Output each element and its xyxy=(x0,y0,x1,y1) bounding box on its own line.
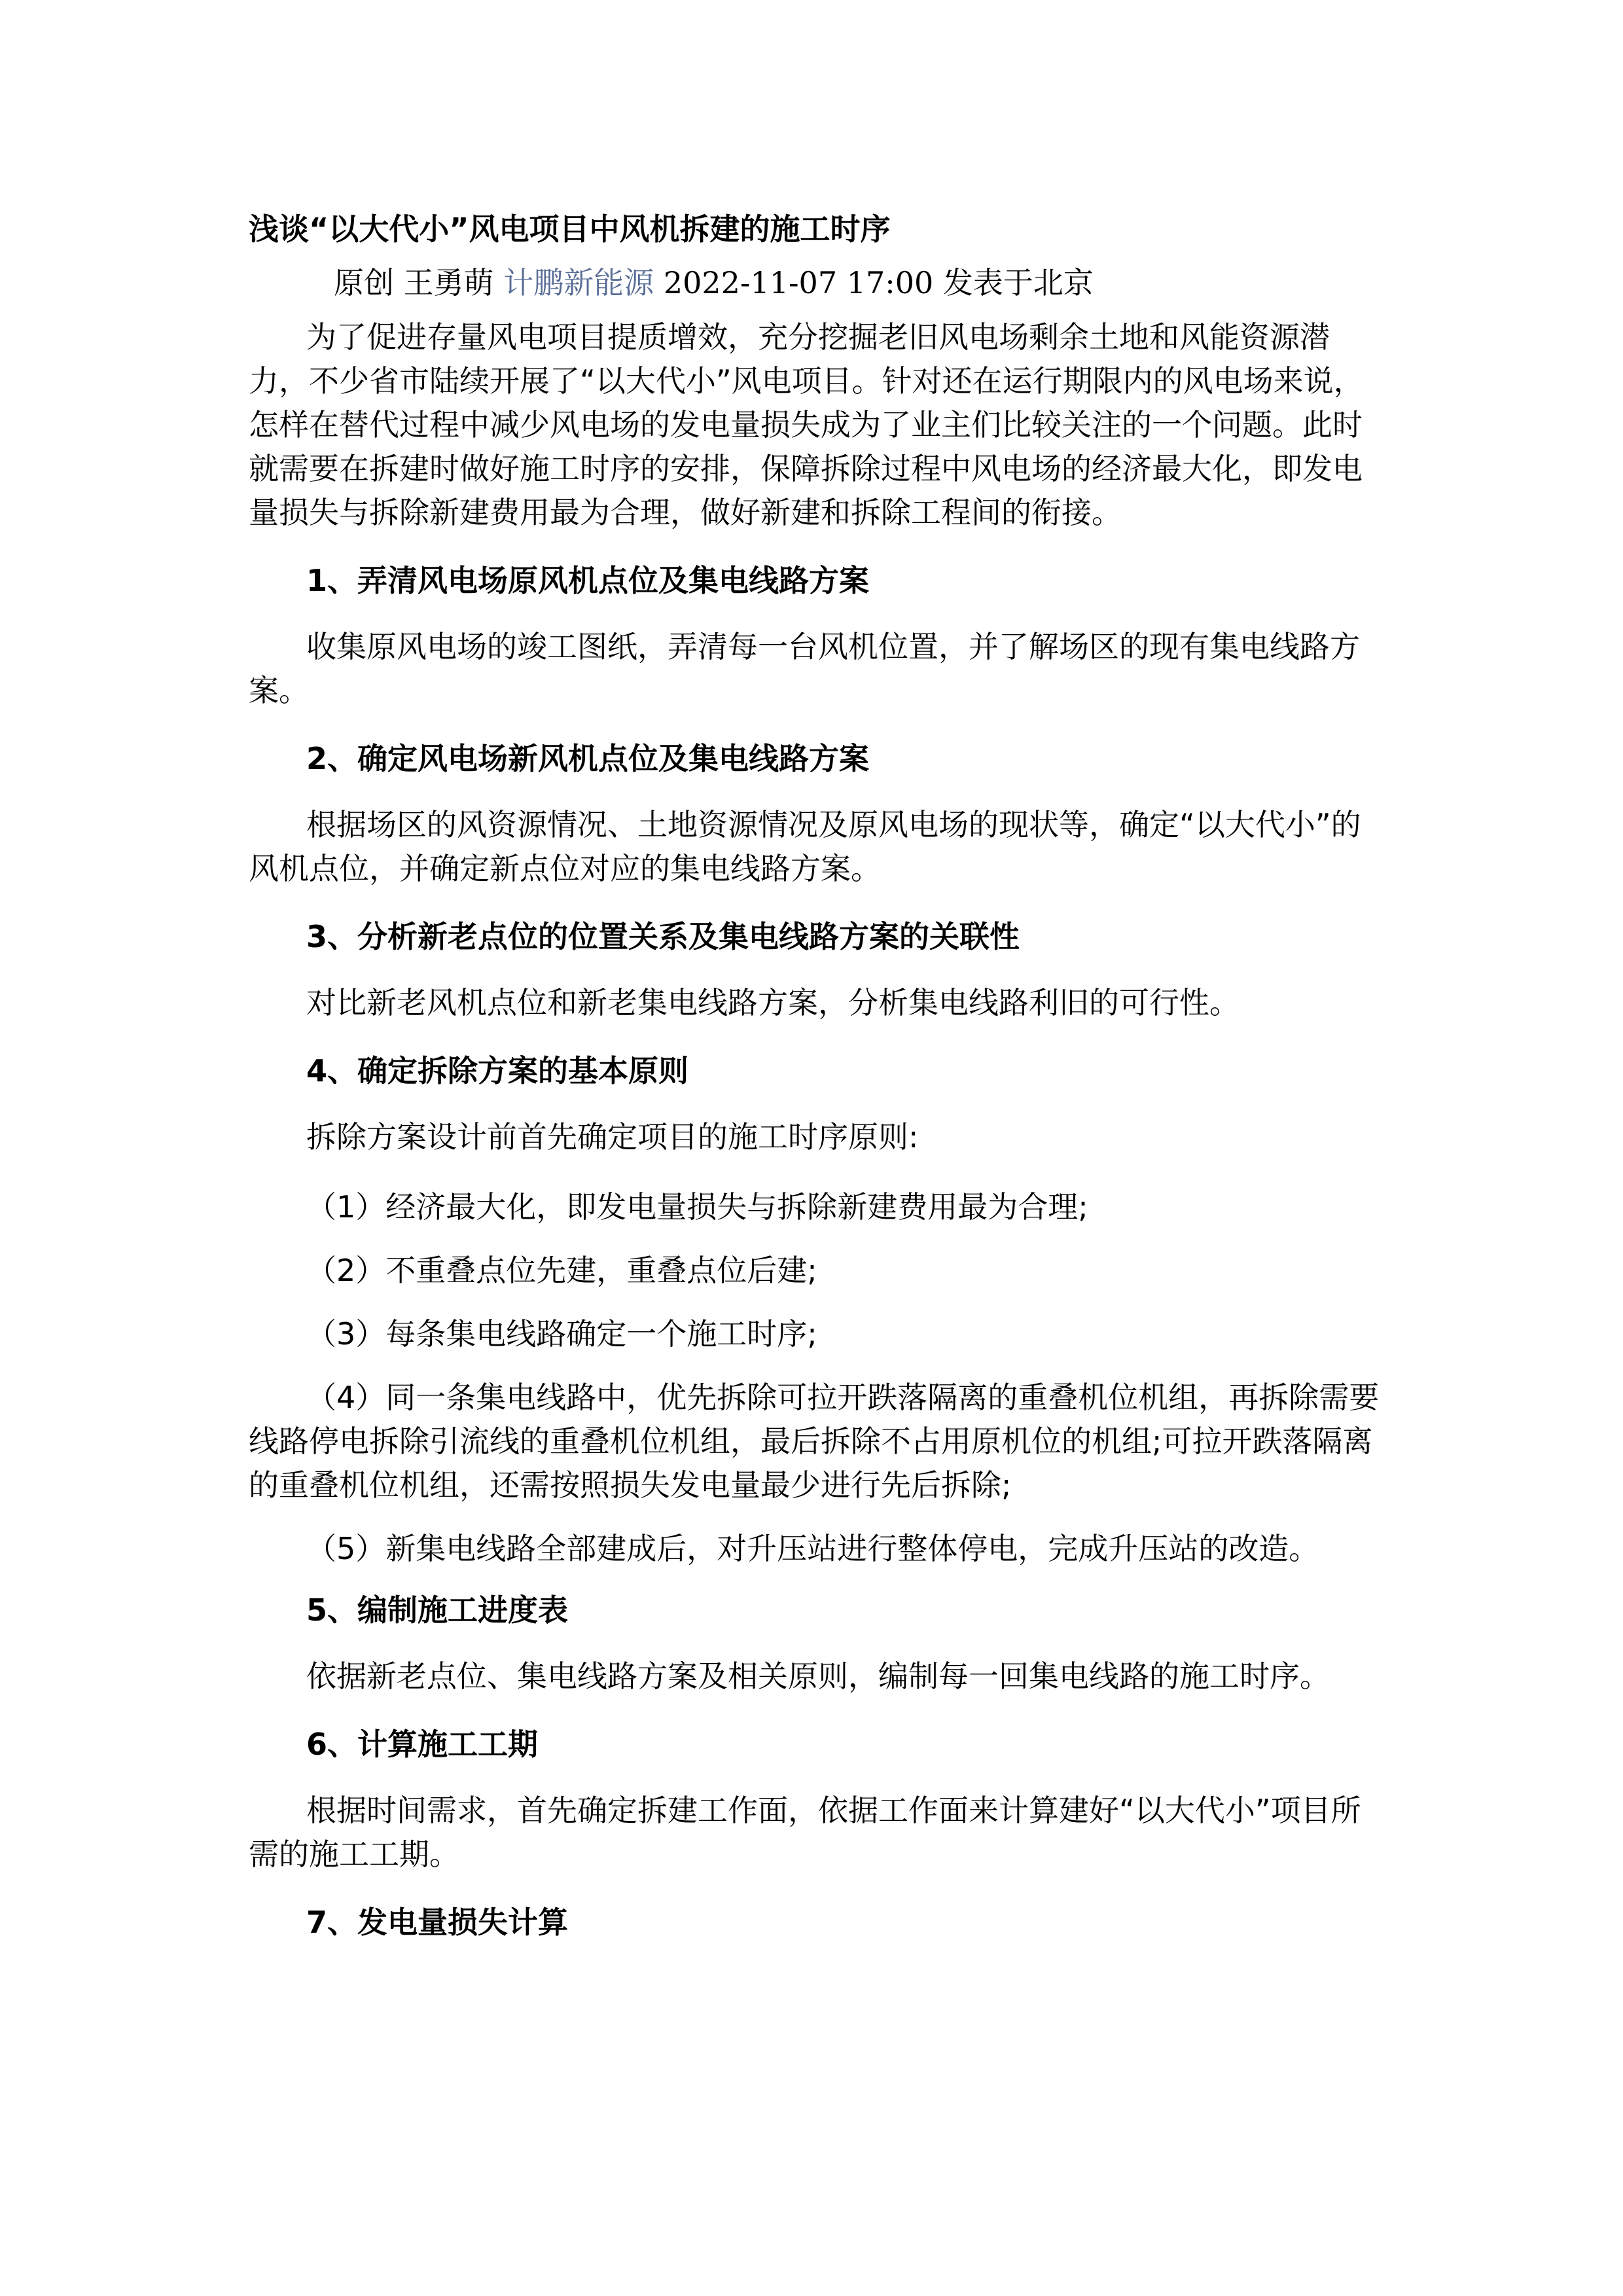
section-heading-6: 6、计算施工工期 xyxy=(306,1727,539,1762)
section-heading-5: 5、编制施工进度表 xyxy=(306,1592,569,1628)
article-source-link[interactable]: 计鹏新能源 xyxy=(503,265,654,300)
section-body-4: 拆除方案设计前首先确定项目的施工时序原则: xyxy=(306,1119,919,1155)
article xyxy=(249,209,1387,1967)
section-heading-4: 4、确定拆除方案的基本原则 xyxy=(306,1053,689,1088)
article-type: 原创 xyxy=(334,265,394,300)
article-location: 发表于北京 xyxy=(942,265,1094,300)
article-title: 浅谈“以大代小”风电项目中风机拆建的施工时序 xyxy=(249,211,891,247)
article-datetime: 2022-11-07 17:00 xyxy=(663,265,934,300)
section-body-6: 根据时间需求，首先确定拆建工作面，依据工作面来计算建好“以大代小”项目所需的施工工期。 xyxy=(249,1793,1361,1872)
section-heading-2: 2、确定风电场新风机点位及集电线路方案 xyxy=(306,741,870,776)
principle-item-2: （2）不重叠点位先建，重叠点位后建; xyxy=(306,1253,817,1288)
section-heading-7: 7、发电量损失计算 xyxy=(306,1905,569,1940)
section-heading-3: 3、分析新老点位的位置关系及集电线路方案的关联性 xyxy=(306,919,1020,954)
section-heading-1: 1、弄清风电场原风机点位及集电线路方案 xyxy=(306,563,870,598)
section-body-5: 依据新老点位、集电线路方案及相关原则，编制每一回集电线路的施工时序。 xyxy=(306,1659,1330,1694)
section-body-2: 根据场区的风资源情况、土地资源情况及原风电场的现状等，确定“以大代小”的风机点位，并确定新点位对应的集电线路方案。 xyxy=(249,807,1361,886)
article-author: 王勇萌 xyxy=(403,265,494,300)
intro-paragraph: 为了促进存量风电项目提质增效，充分挖掘老旧风电场剩余土地和风能资源潜力，不少省市陆续开展了“以大代小”风电项目。针对还在运行期限内的风电场来说，怎样在替代过程中减少风电场的发电量损失成为了业主们比较关注的一个问题。此时就需要在拆建时做好施工时序的安排，保障拆除过程中风电场的经济最大化，即发电量损失与拆除新建费用最为合理，做好新建和拆除工程间的衔接。 xyxy=(249,319,1364,530)
principle-item-4: （4）同一条集电线路中，优先拆除可拉开跌落隔离的重叠机位机组，再拆除需要线路停电拆除引流线的重叠机位机组，最后拆除不占用原机位的机组;可拉开跌落隔离的重叠机位机组，还需按照损失发电量最少进行先后拆除; xyxy=(249,1380,1380,1503)
article-meta xyxy=(249,263,1387,302)
section-body-3: 对比新老风机点位和新老集电线路方案，分析集电线路利旧的可行性。 xyxy=(306,985,1240,1020)
principle-item-1: （1）经济最大化，即发电量损失与拆除新建费用最为合理; xyxy=(306,1189,1088,1225)
principle-item-5: （5）新集电线路全部建成后，对升压站进行整体停电，完成升压站的改造。 xyxy=(306,1531,1319,1566)
section-body-1: 收集原风电场的竣工图纸，弄清每一台风机位置，并了解场区的现有集电线路方案。 xyxy=(249,629,1360,708)
principle-item-3: （3）每条集电线路确定一个施工时序; xyxy=(306,1316,817,1352)
